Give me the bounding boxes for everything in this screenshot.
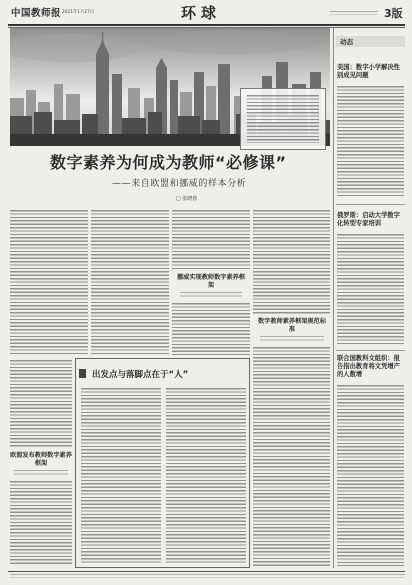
sidebar-divider [333, 28, 334, 568]
commentary-title: 出发点与落脚点在于“人” [92, 370, 189, 380]
article-byline: □ 张晓蓉 [176, 196, 198, 202]
masthead-rule-thin [8, 27, 405, 28]
newspaper-logo: 中国教师报 [11, 8, 62, 19]
footer-small-print [10, 574, 405, 578]
article-column-3-top [172, 210, 250, 270]
sidebar-item-body [337, 385, 404, 566]
sidebar-item-body [337, 234, 404, 346]
subhead-eu: 欧盟发布教师数字素养框架 [10, 452, 72, 467]
commentary-column-1 [81, 388, 161, 563]
article-column-2 [91, 210, 169, 355]
masthead-rule [8, 24, 405, 26]
subhead-norway-summary [180, 292, 242, 299]
issue-date: 2021年1月27日 [62, 10, 95, 15]
sidebar-item-title: 俄罗斯：启动大学数字化转型专家培训 [337, 212, 400, 228]
section-title: 环球 [181, 4, 222, 22]
article-column-3-bottom [172, 303, 250, 355]
sidebar-item-title: 美国：数字小学解决性别成见问题 [337, 64, 400, 80]
commentary-marker [79, 369, 86, 378]
sidebar-item-body [337, 86, 404, 196]
subhead-eu-summary [14, 470, 68, 477]
commentary-column-2 [166, 388, 246, 563]
article-column-1 [10, 210, 88, 355]
subhead-norway: 挪威实现教师数字素养框架 [176, 274, 246, 289]
article-column-4-top [253, 210, 330, 314]
pull-quote-box [240, 88, 326, 150]
subhead-standards-summary [260, 336, 324, 343]
article-headline: 数字素养为何成为教师“必修课” [50, 153, 287, 172]
masthead-small-print [330, 11, 378, 15]
sidebar-header: 动态 [340, 38, 353, 46]
article-subtitle: ——来自欧盟和挪威的样本分析 [112, 179, 247, 189]
page-number: 3版 [384, 7, 403, 20]
article-column-5-top [10, 360, 72, 448]
sidebar-separator [336, 350, 405, 351]
sidebar-item-title: 联合国教科文组织：报告指出教育将文凭增产的人数增 [337, 355, 400, 379]
article-column-5-bottom [10, 481, 72, 566]
article-column-4-bottom [253, 347, 330, 566]
sidebar-separator [336, 204, 405, 205]
footer-rule [8, 571, 405, 572]
pull-quote-text [247, 95, 319, 143]
subhead-standards: 数字教师素养框架规范标准 [257, 318, 327, 333]
